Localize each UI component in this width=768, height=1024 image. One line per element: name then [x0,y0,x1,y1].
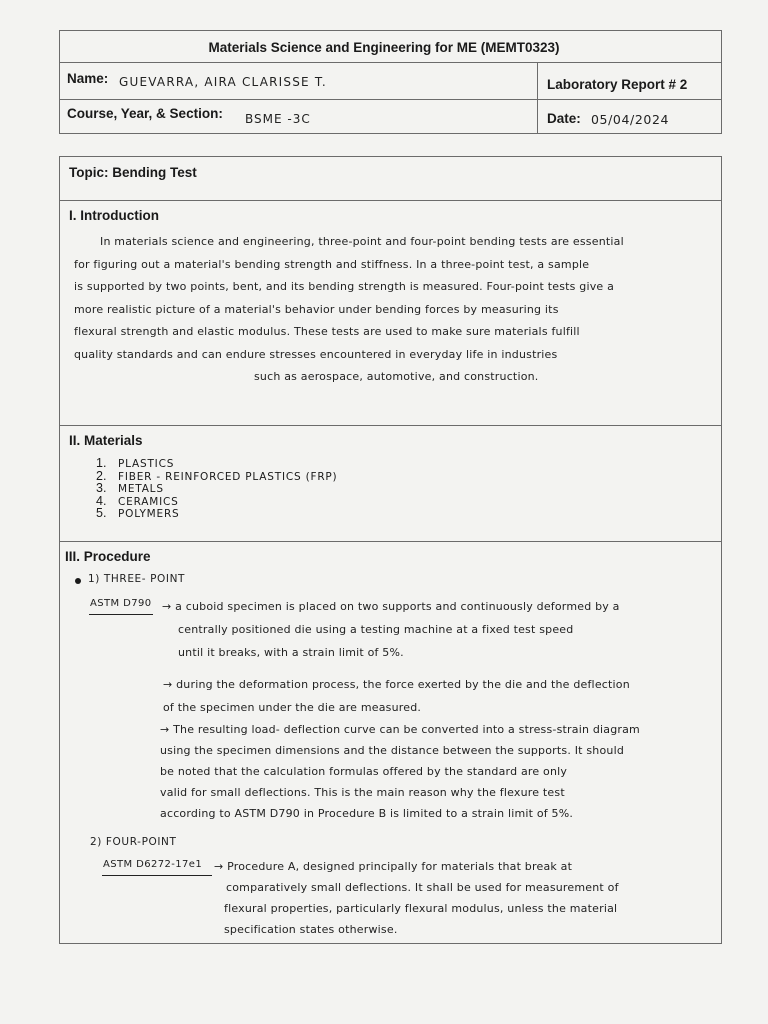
astm-d790-label: ASTM D790 [90,598,152,609]
procedure-heading: III. Procedure [65,549,151,564]
intro-line: such as aerospace, automotive, and construction. [254,370,539,383]
materials-heading: II. Materials [69,433,143,448]
section-label: Course, Year, & Section: [67,106,223,121]
header-divider [59,62,722,63]
intro-line: flexural strength and elastic modulus. These tests are used to make sure materials fulfill [74,325,580,338]
procedure-line: be noted that the calculation formulas offered by the standard are only [160,765,568,778]
procedure-line: using the specimen dimensions and the distance between the supports. It should [160,744,625,757]
astm-underline [89,614,153,615]
list-item: 5. POLYMERS [96,506,180,521]
list-item: 3. METALS [96,481,164,496]
introduction-text [74,231,624,389]
procedure-line: centrally positioned die using a testing machine at a fixed test speed [178,623,574,636]
name-label: Name: [67,71,109,86]
section-divider [59,425,722,426]
list-item: 1. PLASTICS [96,456,175,470]
procedure-line: of the specimen under the die are measured. [163,701,422,714]
procedure-line: comparatively small deflections. It shall be used for measurement of [226,881,619,894]
procedure-p1 [162,595,620,664]
intro-line: quality standards and can endure stresses encountered in everyday life in industries [74,347,558,361]
procedure-line: → Procedure A, designed principally for materials that break at [214,860,573,873]
astm-d6272-label: ASTM D6272-17e1 [103,859,203,870]
name-value: GUEVARRA, AIRA CLARISSE T. [119,75,327,89]
procedure-p2 [163,673,630,719]
date-value: 05/04/2024 [591,112,670,127]
header-divider [59,99,722,100]
procedure-p4 [214,856,619,940]
procedure-line: → a cuboid specimen is placed on two supports and continuously deformed by a [162,600,620,613]
procedure-line: flexural properties, particularly flexural modulus, unless the material [224,902,618,915]
intro-line: is supported by two points, bent, and its bending strength is measured. Four-point tests give a [74,280,615,293]
procedure-line: specification states otherwise. [224,923,398,936]
materials-list [96,457,337,520]
date-label: Date: [547,111,581,126]
procedure-line: until it breaks, with a strain limit of 5%. [178,646,404,659]
introduction-heading: I. Introduction [69,208,159,223]
section-divider [59,541,722,542]
four-point-label: 2) FOUR-POINT [90,836,177,848]
procedure-line: → The resulting load- deflection curve can be converted into a stress-strain diagram [160,723,640,736]
report-label: Laboratory Report # 2 [547,77,688,92]
astm-underline [102,875,212,876]
topic-title: Topic: Bending Test [69,165,197,180]
list-item: 4. CERAMICS [96,493,179,508]
intro-line: In materials science and engineering, three-point and four-point bending tests are essential [100,235,624,248]
procedure-line: valid for small deflections. This is the main reason why the flexure test [160,786,565,799]
three-point-label: 1) THREE- POINT [88,573,186,585]
header-column-divider [537,62,538,134]
procedure-line: according to ASTM D790 in Procedure B is limited to a strain limit of 5%. [160,807,574,820]
section-divider [59,200,722,201]
section-value: BSME -3C [245,112,311,126]
procedure-line: → during the deformation process, the force exerted by the die and the deflection [163,678,630,691]
procedure-p3 [160,719,640,824]
intro-line: for figuring out a material's bending strength and stiffness. In a three-point test, a sample [74,257,590,271]
intro-line: more realistic picture of a material's behavior under bending forces by measuring its [74,302,559,316]
list-item: 2. FIBER - REINFORCED PLASTICS (FRP) [96,468,338,483]
bullet-icon [75,578,81,584]
course-title: Materials Science and Engineering for ME (MEMT0323) [208,40,560,55]
